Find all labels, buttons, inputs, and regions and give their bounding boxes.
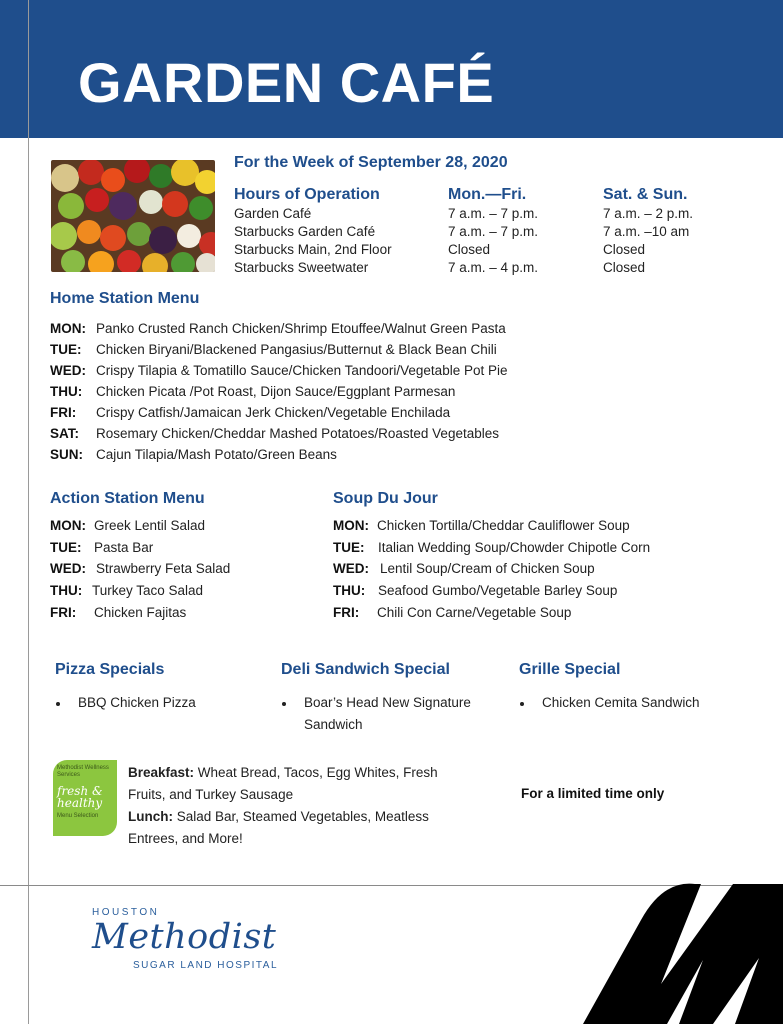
breakfast-text: Wheat Bread, Tacos, Egg Whites, Fresh: [194, 765, 438, 780]
menu-row: [50, 405, 450, 420]
day-label: WED:: [50, 561, 86, 576]
menu-items: Chicken Tortilla/Cheddar Cauliflower Soup: [377, 518, 630, 533]
weekend-column-heading: Sat. & Sun.: [603, 186, 688, 203]
hours-weekend: Closed: [603, 260, 646, 275]
day-label: TUE:: [333, 540, 365, 555]
menu-items: Strawberry Feta Salad: [96, 561, 231, 576]
menu-items: Cajun Tilapia/Mash Potato/Green Beans: [96, 447, 337, 462]
day-label: MON:: [50, 321, 86, 336]
action-station-heading: Action Station Menu: [50, 490, 205, 507]
week-of-heading: For the Week of September 28, 2020: [234, 154, 508, 171]
day-label: TUE:: [50, 540, 82, 555]
menu-row: [333, 605, 571, 620]
menu-items: Italian Wedding Soup/Chowder Chipotle Corn: [378, 540, 651, 555]
hours-location: Starbucks Main, 2nd Floor: [234, 242, 392, 257]
bullet: [56, 702, 60, 706]
hours-weekend: 7 a.m. – 2 p.m.: [603, 206, 694, 221]
menu-row: [333, 518, 630, 533]
grille-special-item: Chicken Cemita Sandwich: [542, 695, 700, 710]
hours-weekday: 7 a.m. – 7 p.m.: [448, 206, 539, 221]
menu-items: Rosemary Chicken/Cheddar Mashed Potatoes/Roasted Vegetables: [96, 426, 499, 441]
menu-items: Chili Con Carne/Vegetable Soup: [377, 605, 572, 620]
bullet: [282, 702, 286, 706]
day-label: WED:: [50, 363, 86, 378]
menu-row: [50, 363, 508, 378]
pizza-special-item: BBQ Chicken Pizza: [78, 695, 196, 710]
day-label: WED:: [333, 561, 369, 576]
page-title: GARDEN CAFÉ: [78, 51, 495, 114]
hours-weekday: 7 a.m. – 4 p.m.: [448, 260, 539, 275]
fresh-healthy-logo: [53, 760, 117, 836]
menu-items: Seafood Gumbo/Vegetable Barley Soup: [378, 583, 618, 598]
day-label: MON:: [50, 518, 86, 533]
grille-special-heading: Grille Special: [519, 661, 621, 678]
menu-items: Crispy Catfish/Jamaican Jerk Chicken/Vegetable Enchilada: [96, 405, 451, 420]
day-label: TUE:: [50, 342, 82, 357]
breakfast-label: Breakfast:: [128, 765, 195, 780]
hours-heading: Hours of Operation: [234, 186, 380, 203]
menu-row: [333, 540, 650, 555]
left-margin-rule: [28, 0, 29, 1024]
deli-special-item-line2: Sandwich: [304, 717, 363, 732]
houston-methodist-logo: [72, 893, 316, 979]
logo-top-text: HOUSTON: [92, 907, 160, 918]
menu-items: Chicken Biryani/Blackened Pangasius/Butternut & Black Bean Chili: [96, 342, 497, 357]
methodist-m-mark: [583, 880, 783, 1024]
lunch-label: Lunch:: [128, 809, 173, 824]
menu-row: [50, 605, 186, 620]
pizza-specials-heading: Pizza Specials: [55, 661, 165, 678]
vegetables-photo: [51, 160, 215, 272]
day-label: FRI:: [50, 605, 77, 620]
soup-heading: Soup Du Jour: [333, 490, 438, 507]
menu-row: [50, 384, 455, 399]
day-label: SAT:: [50, 426, 79, 441]
menu-items: Lentil Soup/Cream of Chicken Soup: [380, 561, 595, 576]
hours-weekend: Closed: [603, 242, 646, 257]
menu-row: [50, 426, 499, 441]
lunch-line-2: Entrees, and More!: [128, 831, 243, 846]
bullet: [520, 702, 524, 706]
menu-row: [50, 342, 497, 357]
logo-bottom-text: SUGAR LAND HOSPITAL: [133, 960, 279, 971]
menu-items: Chicken Fajitas: [94, 605, 187, 620]
hours-weekend: 7 a.m. –10 am: [603, 224, 690, 239]
day-label: FRI:: [333, 605, 360, 620]
menu-items: Chicken Picata /Pot Roast, Dijon Sauce/Eggplant Parmesan: [96, 384, 456, 399]
logo-small-text: Methodist Wellness Services: [57, 765, 109, 778]
lunch-line-1: [128, 806, 429, 828]
logo-sub-text: Menu Selection: [57, 813, 99, 819]
header-banner: [0, 0, 783, 138]
menu-items: Crispy Tilapia & Tomatillo Sauce/Chicken Tandoori/Vegetable Pot Pie: [96, 363, 508, 378]
breakfast-line-1: [128, 762, 438, 784]
deli-special-heading: Deli Sandwich Special: [281, 661, 450, 678]
breakfast-line-2: Fruits, and Turkey Sausage: [128, 787, 294, 802]
menu-row: [50, 561, 230, 576]
day-label: SUN:: [50, 447, 83, 462]
limited-time-note: For a limited time only: [521, 786, 665, 801]
home-station-heading: Home Station Menu: [50, 290, 200, 307]
logo-name-text: Methodist: [92, 917, 277, 957]
deli-special-item-line1: Boar’s Head New Signature: [304, 695, 471, 710]
menu-row: [50, 518, 205, 533]
hours-location: Garden Café: [234, 206, 312, 221]
hours-location: Starbucks Sweetwater: [234, 260, 369, 275]
day-label: THU:: [333, 583, 366, 598]
menu-row: [50, 583, 203, 598]
menu-row: [50, 447, 337, 462]
menu-row: [50, 321, 506, 336]
hours-weekday: Closed: [448, 242, 491, 257]
lunch-text: Salad Bar, Steamed Vegetables, Meatless: [173, 809, 429, 824]
menu-items: Turkey Taco Salad: [92, 583, 204, 598]
menu-items: Greek Lentil Salad: [94, 518, 206, 533]
menu-items: Panko Crusted Ranch Chicken/Shrimp Etouffee/Walnut Green Pasta: [96, 321, 506, 336]
hours-location: Starbucks Garden Café: [234, 224, 376, 239]
day-label: THU:: [50, 384, 83, 399]
menu-row: [333, 583, 617, 598]
hours-weekday: 7 a.m. – 7 p.m.: [448, 224, 539, 239]
menu-row: [50, 540, 153, 555]
weekday-column-heading: Mon.—Fri.: [448, 186, 527, 203]
logo-main-text: healthy: [57, 796, 103, 810]
day-label: MON:: [333, 518, 369, 533]
day-label: THU:: [50, 583, 83, 598]
logo-main-text: fresh &: [57, 784, 103, 798]
menu-items: Pasta Bar: [94, 540, 154, 555]
menu-row: [333, 561, 595, 576]
day-label: FRI:: [50, 405, 77, 420]
